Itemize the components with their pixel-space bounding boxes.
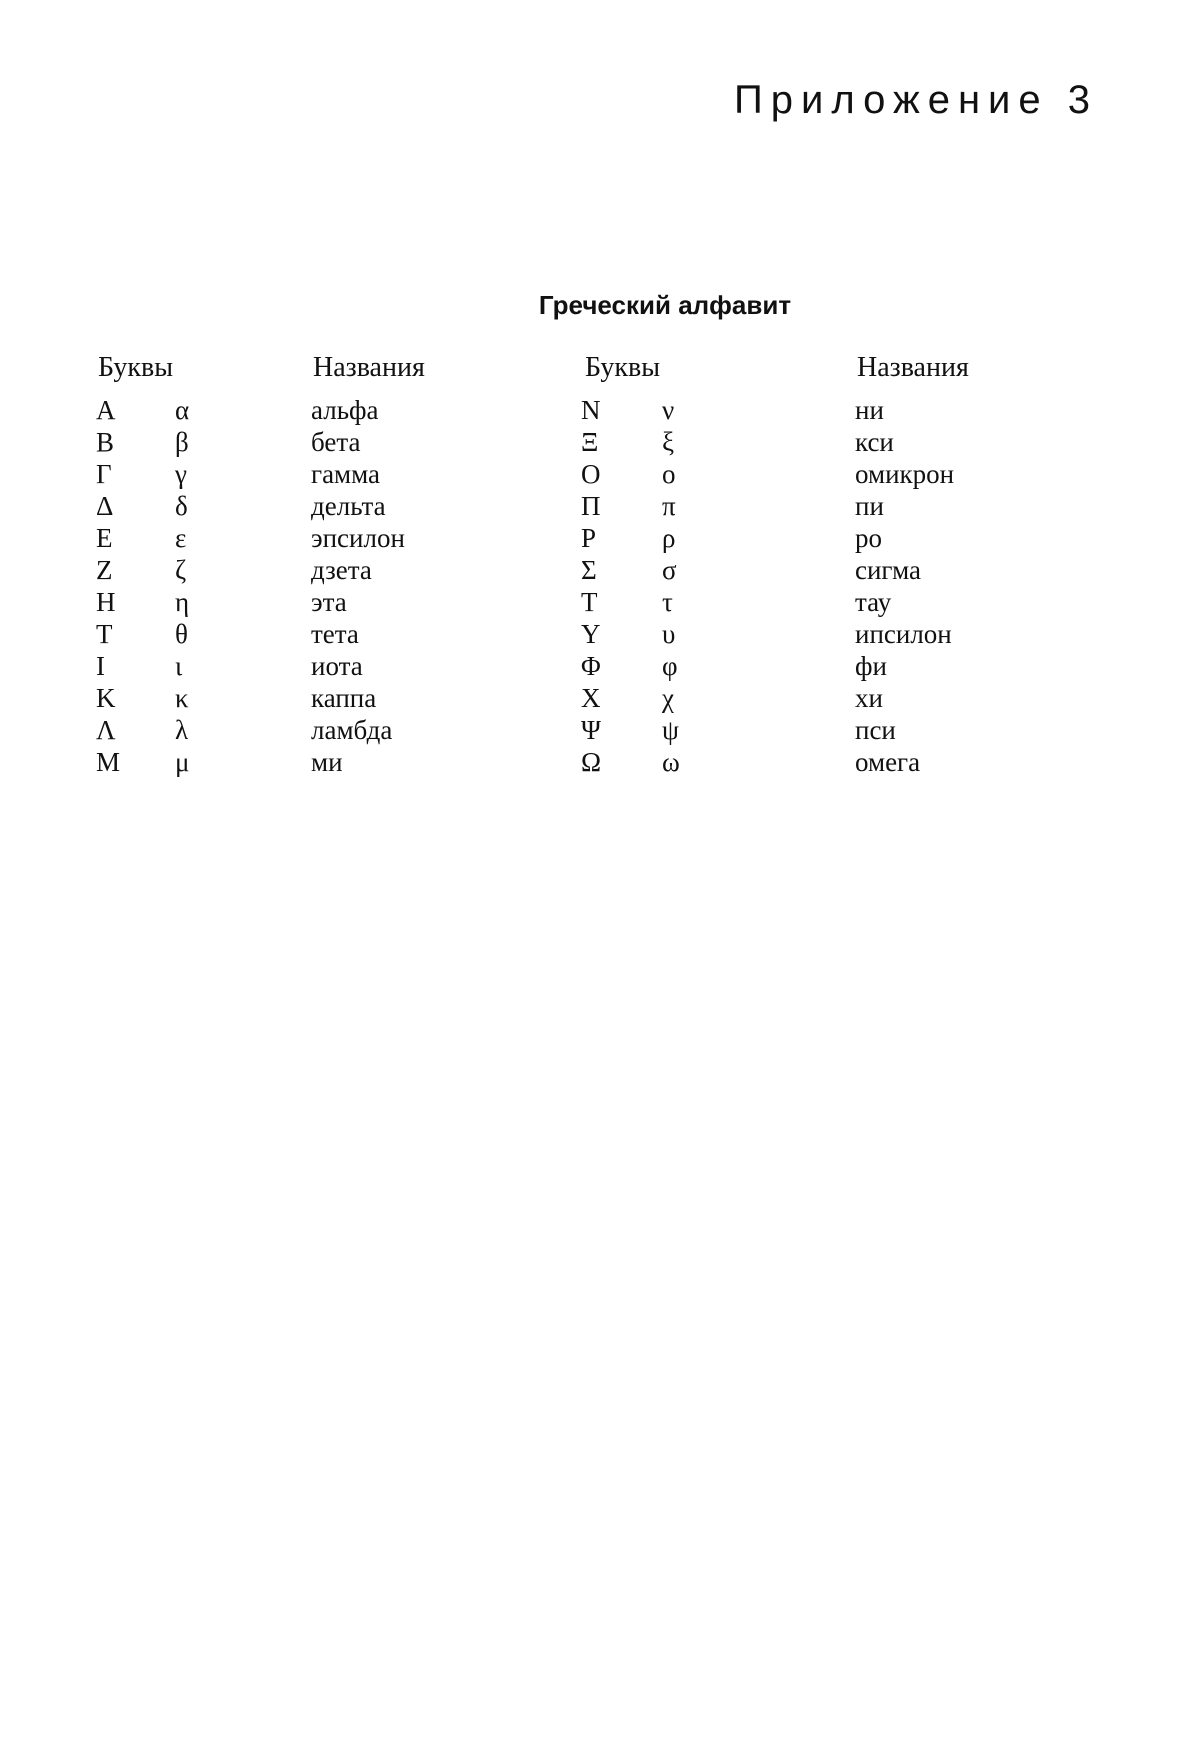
table-title: Греческий алфавит — [538, 290, 792, 320]
right-uppercase-letter: Υ — [581, 619, 601, 649]
left-letter-name: иота — [311, 651, 363, 681]
left-lowercase-letter: μ — [175, 747, 190, 777]
right-letter-name: кси — [855, 427, 894, 457]
header-left-names: Названия — [313, 352, 425, 383]
right-letter-name: ро — [855, 523, 882, 553]
left-uppercase-letter: Κ — [96, 683, 116, 713]
table-row — [0, 394, 1200, 426]
right-lowercase-letter: σ — [662, 555, 677, 585]
right-lowercase-letter: π — [662, 491, 676, 521]
right-uppercase-letter: Φ — [581, 651, 601, 681]
table-row — [0, 490, 1200, 522]
left-letter-name: эпсилон — [311, 523, 405, 553]
table-row — [0, 618, 1200, 650]
left-lowercase-letter: κ — [175, 683, 189, 713]
table-row — [0, 522, 1200, 554]
left-letter-name: бета — [311, 427, 361, 457]
left-uppercase-letter: Λ — [96, 715, 116, 745]
left-uppercase-letter: Γ — [96, 459, 112, 489]
right-letter-name: ипсилон — [855, 619, 952, 649]
header-right-letters: Буквы — [585, 352, 661, 383]
table-row — [0, 714, 1200, 746]
right-letter-name: хи — [855, 683, 883, 713]
alphabet-table — [0, 394, 1200, 778]
left-letter-name: тета — [311, 619, 359, 649]
left-uppercase-letter: Β — [96, 427, 115, 457]
left-letter-name: ламбда — [311, 715, 393, 745]
right-letter-name: омикрон — [855, 459, 955, 489]
left-letter-name: каппа — [311, 683, 377, 713]
table-row — [0, 426, 1200, 458]
right-lowercase-letter: τ — [662, 587, 673, 617]
table-row — [0, 458, 1200, 490]
right-uppercase-letter: Ν — [581, 395, 601, 425]
left-letter-name: гамма — [311, 459, 381, 489]
left-lowercase-letter: δ — [175, 491, 188, 521]
left-letter-name: эта — [311, 587, 347, 617]
left-letter-name: дельта — [311, 491, 386, 521]
table-header-row — [0, 352, 1200, 392]
right-lowercase-letter: ρ — [662, 523, 676, 553]
right-lowercase-letter: ψ — [662, 715, 679, 745]
right-lowercase-letter: ο — [662, 459, 676, 489]
right-uppercase-letter: Ψ — [581, 715, 601, 745]
table-row — [0, 650, 1200, 682]
right-letter-name: сигма — [855, 555, 922, 585]
right-uppercase-letter: Ξ — [581, 427, 599, 457]
right-lowercase-letter: ω — [662, 747, 680, 777]
left-uppercase-letter: Μ — [96, 747, 121, 777]
left-lowercase-letter: θ — [175, 619, 188, 649]
right-lowercase-letter: χ — [662, 683, 674, 713]
left-lowercase-letter: η — [175, 587, 190, 617]
left-lowercase-letter: γ — [175, 459, 187, 489]
right-uppercase-letter: Τ — [581, 587, 598, 617]
left-lowercase-letter: β — [175, 427, 189, 457]
table-row — [0, 746, 1200, 778]
header-left-letters: Буквы — [98, 352, 174, 383]
left-uppercase-letter: Δ — [96, 491, 114, 521]
left-letter-name: альфа — [311, 395, 379, 425]
left-letter-name: ми — [311, 747, 343, 777]
right-lowercase-letter: υ — [662, 619, 676, 649]
right-uppercase-letter: Ο — [581, 459, 601, 489]
table-row — [0, 586, 1200, 618]
right-lowercase-letter: ν — [662, 395, 675, 425]
left-letter-name: дзета — [311, 555, 372, 585]
left-uppercase-letter: Ζ — [96, 555, 113, 585]
right-letter-name: ни — [855, 395, 884, 425]
right-lowercase-letter: ξ — [662, 427, 675, 457]
right-letter-name: омега — [855, 747, 921, 777]
table-row — [0, 682, 1200, 714]
right-uppercase-letter: Π — [581, 491, 601, 521]
left-uppercase-letter: Τ — [96, 619, 113, 649]
table-row — [0, 554, 1200, 586]
left-lowercase-letter: λ — [175, 715, 189, 745]
left-uppercase-letter: Η — [96, 587, 116, 617]
right-uppercase-letter: Ρ — [581, 523, 597, 553]
left-lowercase-letter: α — [175, 395, 190, 425]
left-uppercase-letter: Α — [96, 395, 116, 425]
left-lowercase-letter: ζ — [175, 555, 187, 585]
right-letter-name: пи — [855, 491, 884, 521]
appendix-heading: Приложение 3 — [734, 78, 1098, 122]
right-uppercase-letter: Χ — [581, 683, 601, 713]
right-lowercase-letter: φ — [662, 651, 678, 681]
left-uppercase-letter: Ε — [96, 523, 113, 553]
right-letter-name: пси — [855, 715, 896, 745]
left-lowercase-letter: ι — [175, 651, 183, 681]
left-uppercase-letter: Ι — [96, 651, 105, 681]
right-letter-name: фи — [855, 651, 887, 681]
right-uppercase-letter: Σ — [581, 555, 597, 585]
left-lowercase-letter: ε — [175, 523, 187, 553]
header-right-names: Названия — [857, 352, 969, 383]
right-uppercase-letter: Ω — [581, 747, 602, 777]
right-letter-name: тау — [855, 587, 892, 617]
